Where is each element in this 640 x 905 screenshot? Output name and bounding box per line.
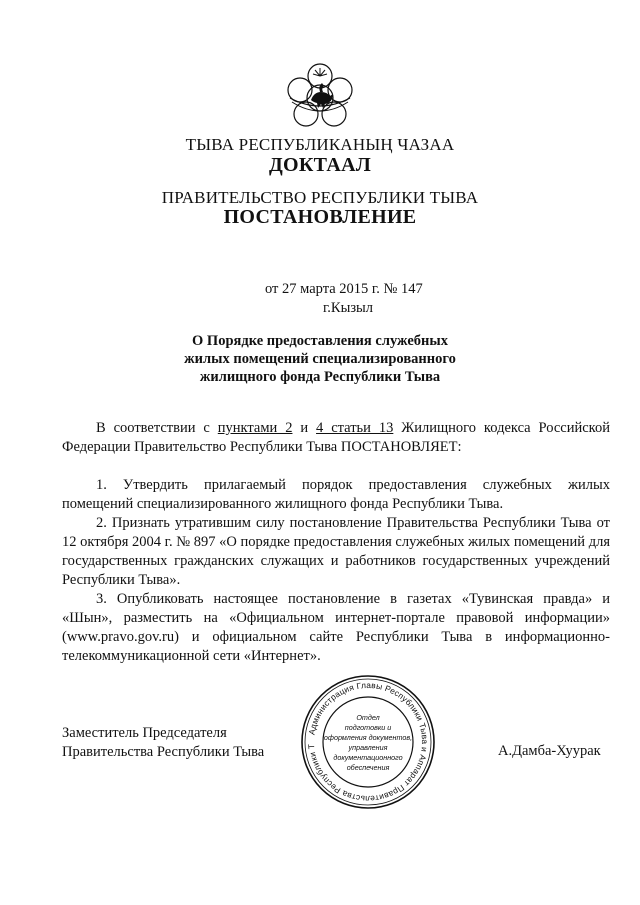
official-stamp: [299, 673, 437, 811]
document-date-number: от 27 марта 2015 г. № 147: [265, 281, 423, 297]
stamp-center-line-6: обеспечения: [346, 763, 390, 772]
header-doktaal: ДОКТААЛ: [268, 154, 372, 176]
link-statya-13[interactable]: 4 статьи 13: [316, 420, 394, 436]
document-subject: [0, 332, 640, 386]
stamp-center-line-2: подготовки и: [344, 723, 392, 732]
preamble-text-1: В соответствии с: [96, 420, 218, 436]
preamble-text-2: и: [292, 420, 317, 436]
resolution-item-2: 2. Признать утратившим силу постановление Правительства Республики Тыва от 12 октября 2004 г. № 897 «О порядке предоставления служебных жилых помещений для государственных гражданских служащих и работников государственных учреждений Республики Тыва».: [62, 515, 610, 588]
header-government: ПРАВИТЕЛЬСТВО РЕСПУБЛИКИ ТЫВА: [161, 188, 479, 207]
stamp-center-line-1: Отдел: [356, 713, 380, 722]
signatory-position-line-2: Правительства Республики Тыва: [62, 744, 265, 760]
link-punkty-2[interactable]: пунктами 2: [217, 420, 293, 436]
signatory-position: [62, 724, 264, 762]
stamp-center-line-3: оформления документов,: [323, 733, 413, 742]
signatory-position-text-1: Заместитель Председателя: [62, 725, 227, 741]
resolution-items: [62, 476, 610, 666]
stamp-center-line-4: управления: [348, 743, 388, 752]
stamp-center-line-5: документационного: [333, 753, 403, 762]
resolution-item-1: 1. Утвердить прилагаемый порядок предоставления служебных жилых помещений специализированного жилищного фонда Республики Тыва.: [62, 477, 610, 512]
stamp-ring-text: Администрация Главы Республики Тыва и Аппарат Правительства Республики Т: [306, 679, 431, 805]
preamble-text-3: Жилищного кодекса Российской Федерации Правительство Республики Тыва ПОСТАНОВЛЯЕТ:: [62, 420, 610, 455]
header-postanovlenie: ПОСТАНОВЛЕНИЕ: [223, 206, 417, 228]
document-city: г.Кызыл: [322, 300, 374, 316]
subject-line-3: жилищного фонда Республики Тыва: [199, 369, 441, 385]
resolution-item-3: 3. Опубликовать настоящее постановление в газетах «Тувинская правда» и «Шын», разместить на «Официальном интернет-портале правовой информации» (www.pravo.gov.ru) и официальном сайте Республики Тыва в информационно-телекоммуникационной сети «Интернет».: [62, 591, 610, 664]
subject-line-2: жилых помещений специализированного: [184, 351, 456, 367]
signatory-position-line-1: [62, 724, 264, 743]
header-tyva-government: ТЫВА РЕСПУБЛИКАНЫҢ ЧАЗАА: [185, 135, 455, 154]
signatory-name: А.Дамба-Хуурак: [498, 743, 601, 759]
subject-line-1: О Порядке предоставления служебных: [192, 333, 448, 349]
coat-of-arms-emblem: [284, 62, 356, 134]
preamble-paragraph: [62, 419, 610, 457]
